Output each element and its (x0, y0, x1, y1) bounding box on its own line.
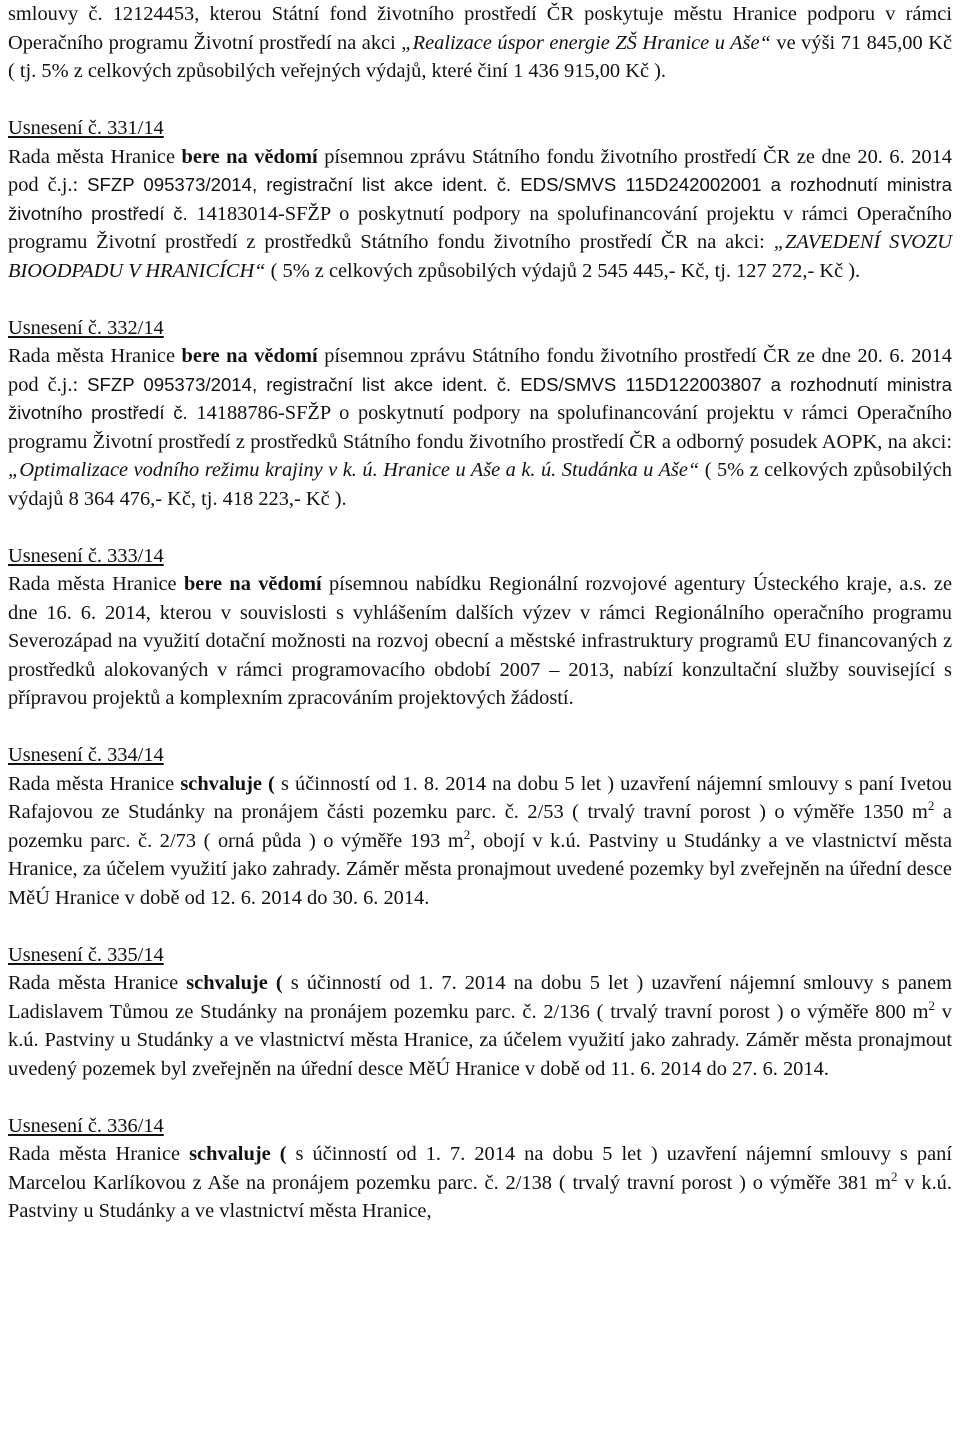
bold-run: bere na vědomí (183, 573, 322, 595)
bold-run: bere na vědomí (181, 345, 318, 367)
text-run: Rada města Hranice (8, 772, 181, 795)
bold-run: bere na vědomí (181, 145, 318, 168)
intro-paragraph (8, 0, 952, 86)
text-run: ve výši 71 845,00 Kč ( tj. 5% z celkových způsobilých veřejných výdajů, které činí 1 436 915,00 Kč ). (8, 31, 952, 82)
resolution-heading: Usnesení č. 334/14 (8, 744, 164, 766)
resolution-text (8, 969, 952, 1083)
reference-run: SFZP 095373/2014, registrační list akce ident. č. EDS/SMVS 115D242002001 a rozhodnutí ministra životního prostředí č. (8, 174, 953, 224)
text-run: v k.ú. Pastviny u Studánky a ve vlastnictví města Hranice, za účelem využití jako zahrady. Záměr města pronajmout uvedený pozemek byl zveřejněn na úřední desce MěÚ Hranice v době od 11. 6. 2014 do 27. 6. 2014. (8, 1000, 952, 1080)
text-run: 14183014-SFŽP o poskytnutí podpory na spolufinancování projektu v rámci Operačního programu Životní prostředí z prostředků Státního fondu životního prostředí ČR na akci: (8, 202, 952, 253)
resolution-heading: Usnesení č. 333/14 (8, 544, 164, 567)
superscript: 2 (463, 826, 471, 842)
text-run: 14188786-SFŽP o poskytnutí podpory na spolufinancování projektu v rámci Operačního programu Životní prostředí z prostředků Státního fondu životního prostředí ČR a odborný posudek AOPK, na akci: (8, 402, 952, 453)
text-run: s účinností od 1. 7. 2014 na dobu 5 let ) uzavření nájemní smlouvy s panem Ladislavem Tůmou ze Studánky na pronájem pozemku parc. č. 2/136 ( trvalý travní porost ) o výměře 800 m (8, 972, 953, 1023)
resolution-text (8, 1140, 952, 1226)
text-run: s účinností od 1. 7. 2014 na dobu 5 let ) uzavření nájemní smlouvy s paní Marcelou Karlíkovou z Aše na pronájem pozemku parc. č. 2/138 ( trvalý travní porost ) o výměře 381 m (8, 1143, 953, 1194)
text-run: Rada města Hranice (8, 145, 182, 168)
section-gap (8, 912, 952, 941)
reference-run: SFZP 095373/2014, registrační list akce ident. č. EDS/SMVS 115D122003807 a rozhodnutí ministra životního prostředí č. (8, 373, 953, 423)
resolution-text (8, 143, 952, 286)
text-run: písemnou zprávu Státního fondu životního prostředí ČR ze dne 20. 6. 2014 pod č.j.: (8, 145, 952, 196)
italic-run: „Optimalizace vodního režimu krajiny v k. ú. Hranice u Aše a k. ú. Studánka u Aše“ (8, 459, 700, 481)
text-run: Rada města Hranice (8, 573, 184, 595)
text-run: ( 5% z celkových způsobilých výdajů 2 545 445,- Kč, tj. 127 272,- Kč ). (265, 259, 861, 282)
text-run: Rada města Hranice (8, 1143, 190, 1165)
superscript: 2 (928, 997, 935, 1013)
text-run: Rada města Hranice (8, 972, 187, 994)
section-gap (8, 285, 952, 314)
section-gap (8, 86, 952, 115)
resolution-333 (8, 542, 952, 713)
superscript: 2 (927, 798, 935, 814)
text-run: smlouvy č. 12124453, kterou Státní fond životního prostředí ČR poskytuje městu Hranice podporu v rámci Operačního programu Životní prostředí na akci (8, 3, 952, 54)
text-run: ( 5% z celkových způsobilých výdajů 8 364 476,- Kč, tj. 418 223,- Kč ). (8, 459, 953, 510)
resolution-text (8, 770, 952, 913)
bold-run: schvaluje ( (186, 972, 283, 994)
resolution-heading: Usnesení č. 336/14 (8, 1114, 164, 1137)
superscript: 2 (891, 1168, 898, 1184)
bold-run: schvaluje ( (180, 772, 275, 795)
resolution-332 (8, 314, 952, 514)
resolution-text (8, 570, 952, 713)
section-gap (8, 513, 952, 542)
resolution-heading: Usnesení č. 332/14 (8, 316, 164, 339)
text-run: Rada města Hranice (8, 345, 182, 367)
resolution-334 (8, 741, 952, 912)
text-run: a pozemku parc. č. 2/73 ( orná půda ) o výměře 193 m (8, 801, 952, 852)
text-run: , obojí v k.ú. Pastviny u Studánky a ve vlastnictví města Hranice, za účelem využití jako zahrady. Záměr města pronajmout uvedené pozemky byl zveřejněn na úřední desce MěÚ Hranice v době od 12. 6. 2014 do 30. 6. 2014. (8, 829, 953, 909)
text-run: písemnou nabídku Regionální rozvojové agentury Ústeckého kraje, a.s. ze dne 16. 6. 2014, kterou v souvislosti s vyhlášením dalších výzev v rámci Regionálního operačního programu Severozápad na využití dotační možnosti na rozvoj obecní a městské infrastruktury programů EU financovaných z prostředků alokovaných v rámci programovacího období 2007 – 2013, nabízí konzultační služby související s přípravou projektů a komplexním zpracováním projektových žádostí. (8, 573, 952, 709)
text-run: písemnou zprávu Státního fondu životního prostředí ČR ze dne 20. 6. 2014 pod č.j.: (8, 345, 952, 396)
resolution-heading: Usnesení č. 331/14 (8, 117, 164, 139)
text-run: s účinností od 1. 8. 2014 na dobu 5 let ) uzavření nájemní smlouvy s paní Ivetou Rafajovou ze Studánky na pronájem části pozemku parc. č. 2/53 ( trvalý travní porost ) o výměře 1350 m (8, 772, 953, 823)
resolution-heading: Usnesení č. 335/14 (8, 943, 164, 966)
bold-run: schvaluje ( (189, 1143, 287, 1165)
resolution-335 (8, 941, 952, 1084)
resolution-text (8, 342, 952, 513)
section-gap (8, 1083, 952, 1112)
text-run: v k.ú. Pastviny u Studánky a ve vlastnictví města Hranice, (8, 1171, 952, 1222)
resolution-336 (8, 1112, 952, 1226)
italic-run: „ZAVEDENÍ SVOZU BIOODPADU V HRANICÍCH“ (8, 231, 952, 282)
resolution-331 (8, 114, 952, 285)
italic-run: „Realizace úspor energie ZŠ Hranice u Aše“ (401, 31, 771, 54)
section-gap (8, 713, 952, 742)
